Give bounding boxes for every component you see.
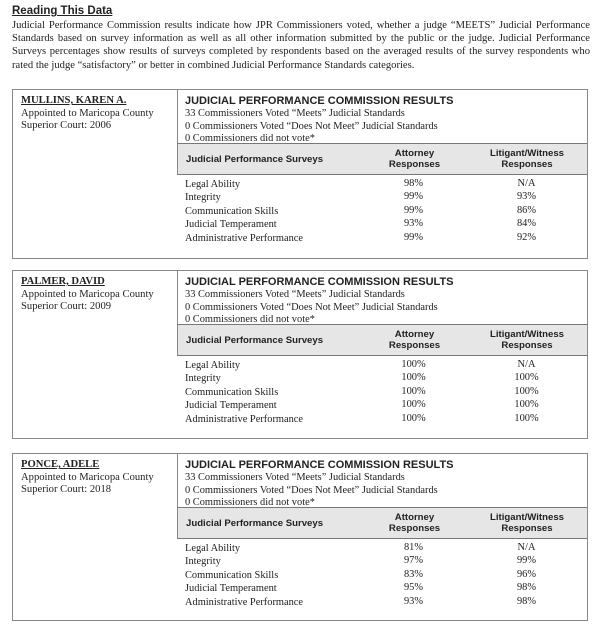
header-category: Judicial Performance Surveys xyxy=(186,517,324,529)
commission-results-title: JUDICIAL PERFORMANCE COMMISSION RESULTS xyxy=(185,459,454,471)
litigant-value: 86% xyxy=(516,204,537,216)
table-row xyxy=(177,582,587,595)
did-not-vote: 0 Commissioners did not vote* xyxy=(185,133,315,145)
row-category: Judicial Temperament xyxy=(185,583,277,595)
row-category: Integrity xyxy=(185,192,221,204)
meets-votes: 33 Commissioners Voted “Meets” Judicial Standards xyxy=(185,289,405,300)
attorney-value: 99% xyxy=(403,231,424,243)
row-category: Judicial Temperament xyxy=(185,400,277,412)
reading-this-data-section xyxy=(12,4,590,72)
header-litigant: Litigant/Witness Responses xyxy=(489,329,564,351)
litigant-value: 92% xyxy=(516,231,537,243)
litigant-value: 99% xyxy=(516,555,537,567)
header-category: Judicial Performance Surveys xyxy=(186,153,324,165)
attorney-value: 100% xyxy=(401,412,426,424)
table-row xyxy=(177,372,587,385)
attorney-value: 99% xyxy=(403,191,424,203)
judge-name: PALMER, DAVID xyxy=(21,276,105,287)
commission-results-title: JUDICIAL PERFORMANCE COMMISSION RESULTS xyxy=(185,276,454,288)
litigant-value: 100% xyxy=(514,399,539,411)
table-row xyxy=(177,596,587,609)
table-row xyxy=(177,218,587,231)
litigant-value: 100% xyxy=(514,372,539,384)
header-category: Judicial Performance Surveys xyxy=(186,334,324,346)
litigant-value: 100% xyxy=(514,412,539,424)
attorney-value: 98% xyxy=(403,178,424,189)
table-row xyxy=(177,191,587,204)
row-category: Integrity xyxy=(185,556,221,568)
row-category: Communication Skills xyxy=(185,569,279,581)
survey-table-body xyxy=(177,175,587,245)
judge-info xyxy=(13,271,177,314)
commission-results xyxy=(177,454,587,507)
attorney-value: 100% xyxy=(401,372,426,384)
table-row xyxy=(177,413,587,426)
row-category: Legal Ability xyxy=(185,179,241,190)
table-row xyxy=(177,399,587,412)
attorney-value: 100% xyxy=(401,399,426,411)
table-row xyxy=(177,232,587,245)
table-row xyxy=(177,555,587,568)
judge-results xyxy=(177,90,587,258)
litigant-value: 84% xyxy=(516,218,537,230)
attorney-value: 100% xyxy=(401,359,426,370)
commission-results xyxy=(177,90,587,143)
court-year: Superior Court: 2018 xyxy=(21,484,112,496)
meets-votes: 33 Commissioners Voted “Meets” Judicial Standards xyxy=(185,472,405,483)
does-not-meet-votes: 0 Commissioners Voted “Does Not Meet” Judicial Standards xyxy=(185,484,438,496)
row-category: Communication Skills xyxy=(185,386,279,398)
litigant-value: 93% xyxy=(516,191,537,203)
judge-card xyxy=(12,89,588,259)
did-not-vote: 0 Commissioners did not vote* xyxy=(185,497,315,509)
row-category: Administrative Performance xyxy=(185,413,304,425)
does-not-meet-votes: 0 Commissioners Voted “Does Not Meet” Judicial Standards xyxy=(185,301,438,313)
judge-info xyxy=(13,90,177,133)
row-category: Judicial Temperament xyxy=(185,219,277,231)
litigant-value: 98% xyxy=(516,582,537,594)
attorney-value: 95% xyxy=(403,582,424,594)
survey-table-header xyxy=(177,143,587,175)
survey-table-header xyxy=(177,324,587,356)
appointed-text: Appointed to Maricopa County xyxy=(21,107,154,119)
litigant-value: N/A xyxy=(517,542,536,553)
litigant-value: 96% xyxy=(516,568,537,580)
litigant-value: N/A xyxy=(517,359,536,370)
litigant-value: 98% xyxy=(516,595,537,607)
commission-results-title: JUDICIAL PERFORMANCE COMMISSION RESULTS xyxy=(185,95,454,107)
attorney-value: 93% xyxy=(403,595,424,607)
judge-results xyxy=(177,454,587,620)
survey-table-body xyxy=(177,539,587,609)
table-row xyxy=(177,386,587,399)
row-category: Administrative Performance xyxy=(185,596,304,608)
survey-table-header xyxy=(177,507,587,539)
judge-info xyxy=(13,454,177,497)
judge-card xyxy=(12,270,588,439)
attorney-value: 100% xyxy=(401,385,426,397)
intro-paragraph: Judicial Performance Commission results indicate how JPR Commissioners voted, whether a judge “MEETS” Judicial Performance Standards based on survey information as well as all other information submitted by the public or the judge. Judicial Performance Surveys percentages show results of surveys completed by respondents based on the averaged results of the survey respondents who rated the judge “satisfactory” or better in combined Judicial Performance Standards categories. xyxy=(12,20,590,71)
header-litigant: Litigant/Witness Responses xyxy=(489,512,564,534)
row-category: Administrative Performance xyxy=(185,232,304,244)
judge-name: MULLINS, KAREN A. xyxy=(21,95,127,106)
row-category: Legal Ability xyxy=(185,543,241,554)
header-attorney: Attorney Responses xyxy=(388,148,441,170)
row-category: Integrity xyxy=(185,373,221,385)
table-row xyxy=(177,205,587,218)
attorney-value: 83% xyxy=(403,568,424,580)
court-year: Superior Court: 2009 xyxy=(21,301,112,313)
appointed-text: Appointed to Maricopa County xyxy=(21,471,154,483)
table-row xyxy=(177,359,587,372)
litigant-value: N/A xyxy=(517,178,536,189)
judge-results xyxy=(177,271,587,438)
attorney-value: 97% xyxy=(403,555,424,567)
did-not-vote: 0 Commissioners did not vote* xyxy=(185,314,315,326)
litigant-value: 100% xyxy=(514,385,539,397)
table-row xyxy=(177,569,587,582)
section-title: Reading This Data xyxy=(12,5,113,17)
row-category: Legal Ability xyxy=(185,360,241,371)
row-category: Communication Skills xyxy=(185,205,279,217)
survey-table-body xyxy=(177,356,587,426)
does-not-meet-votes: 0 Commissioners Voted “Does Not Meet” Judicial Standards xyxy=(185,120,438,132)
court-year: Superior Court: 2006 xyxy=(21,120,112,132)
judge-card xyxy=(12,453,588,621)
appointed-text: Appointed to Maricopa County xyxy=(21,288,154,300)
table-row xyxy=(177,178,587,191)
header-litigant: Litigant/Witness Responses xyxy=(489,148,564,170)
header-attorney: Attorney Responses xyxy=(388,512,441,534)
commission-results xyxy=(177,271,587,324)
judge-name: PONCE, ADELE xyxy=(21,459,100,470)
attorney-value: 93% xyxy=(403,218,424,230)
table-row xyxy=(177,542,587,555)
meets-votes: 33 Commissioners Voted “Meets” Judicial Standards xyxy=(185,108,405,119)
attorney-value: 81% xyxy=(403,542,424,553)
header-attorney: Attorney Responses xyxy=(388,329,441,351)
attorney-value: 99% xyxy=(403,204,424,216)
